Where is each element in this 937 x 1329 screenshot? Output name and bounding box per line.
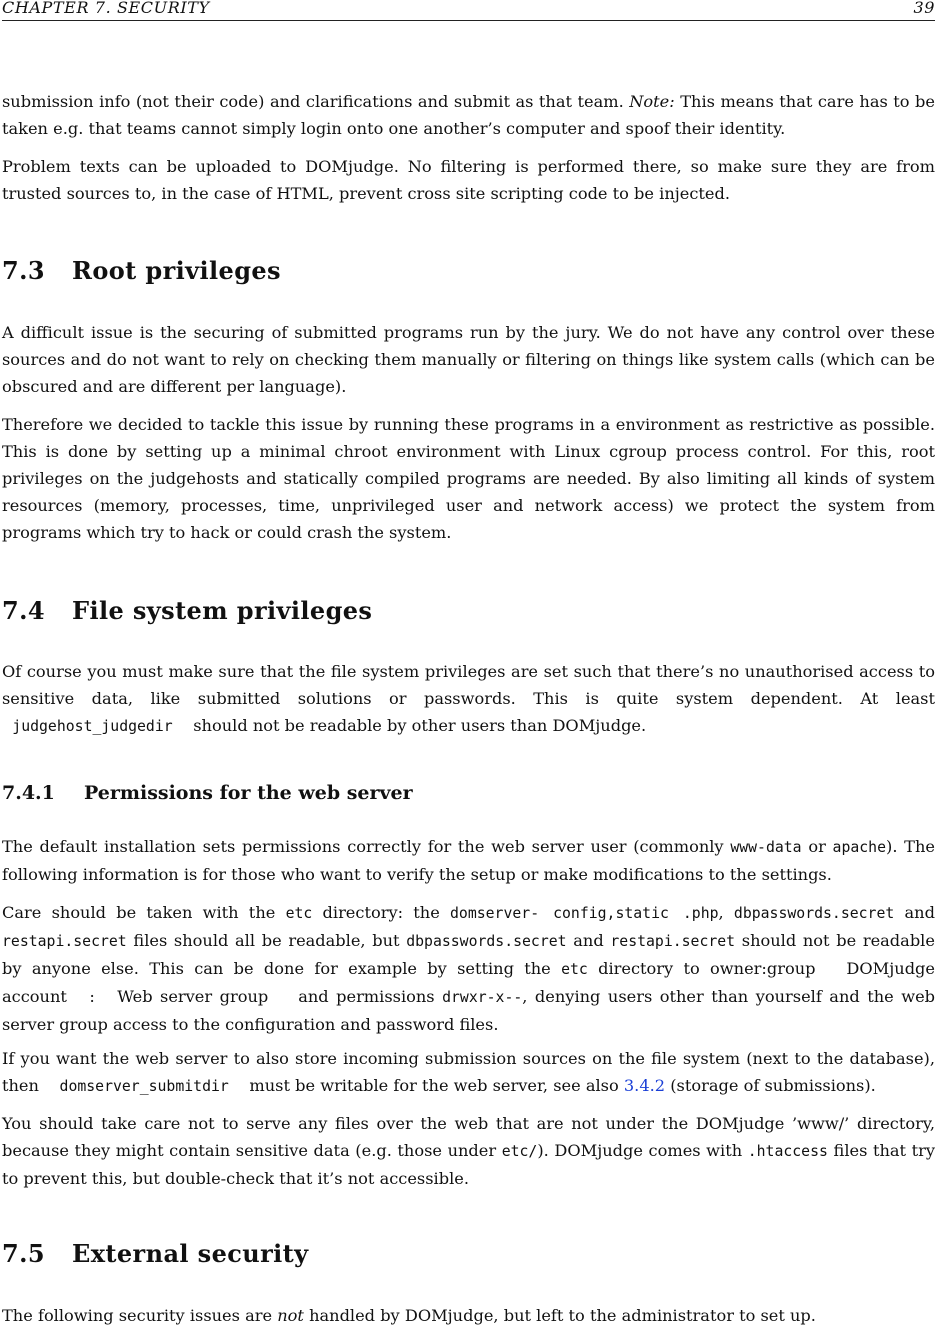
text: This means that care has to be taken e.g. that teams cannot simply login onto one another’s computer and spoof their identity. [2, 92, 935, 138]
text: (storage of submissions). [670, 1076, 876, 1095]
section-title: File system privileges [72, 596, 373, 625]
paragraph-submitdir [2, 1045, 935, 1100]
text: ). The following information is for those who want to verify the setup or make modifications to the settings. [2, 837, 935, 884]
section-title: Root privileges [72, 256, 281, 285]
code-etc: etc [561, 961, 588, 978]
subsection-heading-7-4-1 [2, 782, 413, 804]
page-number: 39 [913, 0, 935, 17]
code-restapi: restapi.secret [2, 933, 127, 950]
text: files that try to prevent this, but double-check that it’s not accessible. [2, 1141, 936, 1188]
code-judgehost-judgedir: judgehost_judgedir [12, 718, 173, 735]
section-number: 7.3 [2, 256, 45, 285]
text: Care should be taken with the [2, 903, 276, 922]
emphasis-not: not [277, 1306, 304, 1325]
code-restapi: restapi.secret [610, 933, 736, 950]
text: Web server group [117, 987, 269, 1006]
text: submission info (not their code) and clarifications and submit as that team. [2, 92, 624, 111]
paragraph-external-security [2, 1302, 935, 1329]
text: Of course you must make sure that the file system privileges are set such that there’s no unauthorised access to sensitive data, like submitted solutions or passwords. This is quite system dependent. At least [2, 662, 935, 708]
text: The following security issues are [2, 1306, 273, 1325]
paragraph-file-system [2, 658, 935, 740]
code-www-data: www-data [730, 839, 802, 856]
chapter-title: CHAPTER 7. SECURITY [2, 0, 210, 17]
code-domserver-config: domserver- config,static .php [450, 905, 719, 922]
text: and [904, 903, 935, 922]
code-dbpasswords: dbpasswords.secret [733, 905, 895, 922]
text: : [89, 987, 95, 1006]
text: and permissions [298, 987, 435, 1006]
text: , denying users other than yourself and the web server group access to the configuration and password files. [2, 987, 936, 1034]
paragraph-default-installation [2, 833, 935, 888]
section-title: External security [72, 1239, 309, 1268]
code-etc-dir: etc/ [501, 1143, 538, 1160]
section-heading-7-5 [2, 1239, 309, 1268]
text: If you want the web server to also store incoming submission sources on the file system (next to the database), then [2, 1049, 935, 1095]
code-domserver-submitdir: domserver_submitdir [59, 1078, 229, 1095]
code-etc: etc [285, 905, 313, 922]
section-reference-link[interactable]: 3.4.2 [623, 1076, 666, 1095]
code-apache: apache [832, 839, 886, 856]
paragraph-root-1: A difficult issue is the securing of submitted programs run by the jury. We do not have any control over these sources and do not want to rely on checking them manually or filtering on things like system calls (which can be obscured and are different per language). [2, 323, 935, 396]
paragraph-www-directory [2, 1110, 935, 1192]
text: , [718, 903, 724, 922]
subsection-title: Permissions for the web server [84, 782, 413, 804]
text: files should all be readable, but [133, 931, 400, 950]
text: and [573, 931, 604, 950]
text: You should take care not to serve any files over the web that are not under the DOMjudge ’www/’ directory, because they might contain sensitive data (e.g. those under [2, 1114, 935, 1160]
paragraph-submission-info [2, 88, 935, 142]
paragraph-problem-texts: Problem texts can be uploaded to DOMjudge. No filtering is performed there, so make sure they are from trusted sources to, in the case of HTML, prevent cross site scripting code to be injected. [2, 157, 935, 203]
code-htaccess: .htaccess [747, 1143, 828, 1160]
text: DOMjudge account [2, 959, 935, 1006]
text: ). DOMjudge comes with [537, 1141, 743, 1160]
section-number: 7.5 [2, 1239, 45, 1268]
subsection-number: 7.4.1 [2, 782, 55, 804]
text: handled by DOMjudge, but left to the administrator to set up. [309, 1306, 816, 1325]
text: directory: the [322, 903, 440, 922]
running-header [2, 0, 935, 21]
section-heading-7-3 [2, 256, 281, 285]
text: directory to owner:group [598, 959, 816, 978]
section-number: 7.4 [2, 596, 45, 625]
text: The default installation sets permissions correctly for the web server user (commonly [2, 837, 724, 856]
section-heading-7-4 [2, 596, 372, 625]
paragraph-care-etc [2, 899, 935, 1038]
text: or [808, 837, 826, 856]
paragraph-root-2: Therefore we decided to tackle this issue by running these programs in a environment as restrictive as possible. This is done by setting up a minimal chroot environment with Linux cgroup process control. For this, root privileges on the judgehosts and statically compiled programs are needed. By also limiting all kinds of system resources (memory, processes, time, unprivileged user and network access) we protect the system from programs which try to hack or could crash the system. [2, 415, 935, 542]
note-label: Note: [629, 92, 675, 111]
text: should not be readable by other users than DOMjudge. [193, 716, 647, 735]
text: should not be readable by anyone else. This can be done for example by setting the [2, 931, 935, 978]
code-permissions: drwxr-x-- [442, 989, 523, 1006]
code-dbpasswords: dbpasswords.secret [406, 933, 567, 950]
text: must be writable for the web server, see also [249, 1076, 619, 1095]
